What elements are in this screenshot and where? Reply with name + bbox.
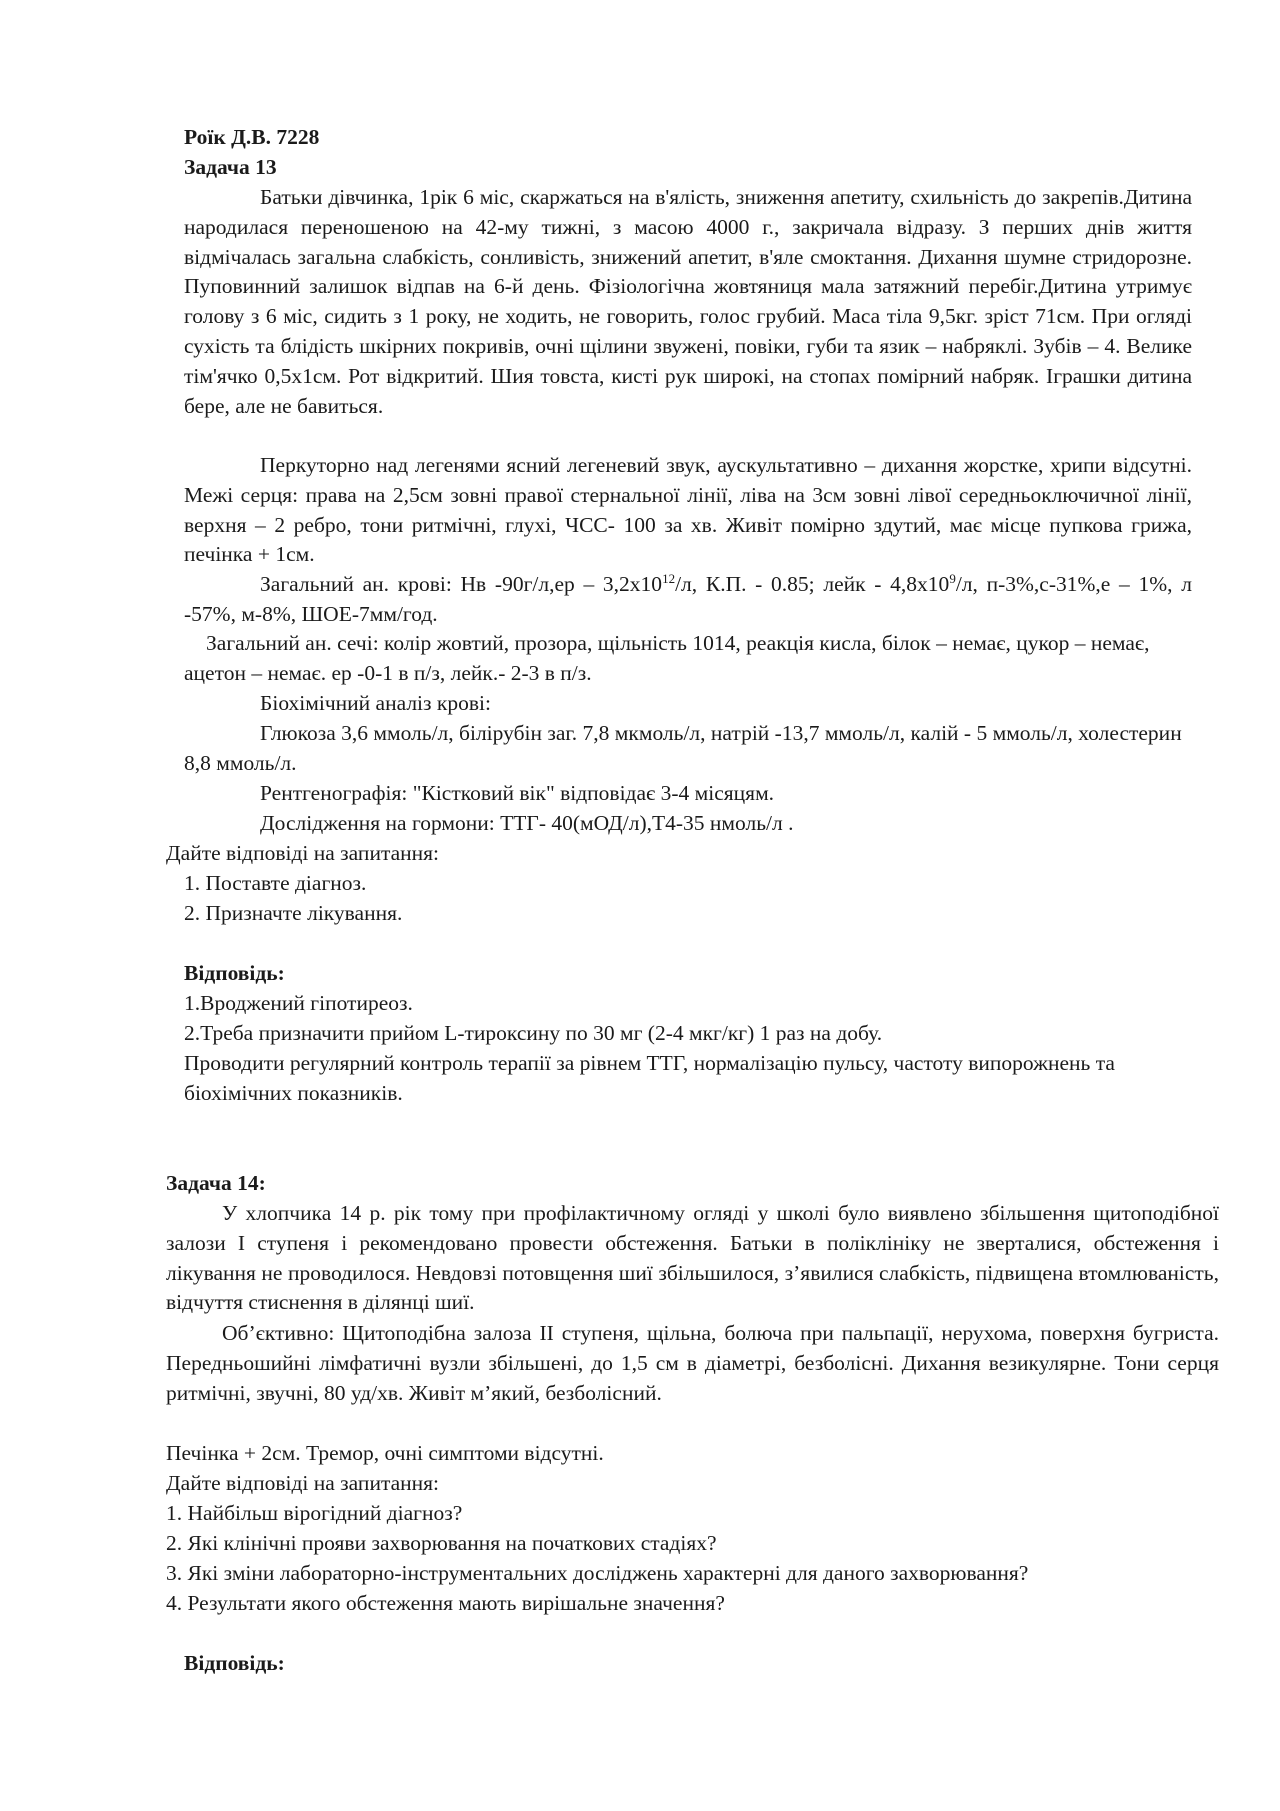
task14-answer-title: Відповідь: [184, 1651, 285, 1675]
task14-paragraph-2: Об’єктивно: Щитоподібна залоза ІІ ступеня, щільна, болюча при пальпації, нерухома, поверхня бугриста. Передньошийні лімфатичні вузли збільшені, до 1,5 см в діаметрі, безболісні. Дихання везикулярне. Тони серця ритмічні, звучні, 80 уд/хв. Живіт м’який, безболісний. [166, 1321, 1219, 1405]
task13-title: Задача 13 [184, 155, 277, 179]
task14-question-3: 3. Які зміни лабораторно-інструментальних досліджень характерні для даного захворювання? [166, 1561, 1029, 1585]
task13-xray: Рентгенографія: "Кістковий вік" відповідає 3-4 місяцям. [260, 781, 775, 805]
task14-question-1: 1. Найбільш вірогідний діагноз? [166, 1501, 463, 1525]
task14-paragraph-3: Печінка + 2см. Тремор, очні симптоми відсутні. [166, 1441, 604, 1465]
blood-text-a: Загальний ан. крові: Нв -90г/л,ер – 3,2х10 [260, 572, 663, 596]
blood-exponent-2: 9 [949, 571, 956, 586]
task13-answer-1: 1.Вроджений гіпотиреоз. [184, 991, 413, 1015]
task13-urine-analysis: Загальний ан. сечі: колір жовтий, прозора, щільність 1014, реакція кисла, білок – немає, цукор – немає, ацетон – немає. ер -0-1 в п/з, лейк.- 2-3 в п/з. [184, 631, 1150, 685]
task13-paragraph-2: Перкуторно над легенями ясний легеневий звук, аускультативно – дихання жорстке, хрипи відсутні. Межі серця: права на 2,5см зовні правої стернальної лінії, ліва на 3см зовні лівої середньоключичної лінії, верхня – 2 ребро, тони ритмічні, глухі, ЧСС- 100 за хв. Живіт помірно здутий, має місце пупкова грижа, печінка + 1см. [184, 453, 1192, 567]
task13-paragraph-1: Батьки дівчинка, 1рік 6 міс, скаржаться на в'ялість, зниження апетиту, схильність до закрепів.Дитина народилася переношеною на 42-му тижні, з масою 4000 г., закричала відразу. З перших днів життя відмічалась загальна слабкість, сонливість, знижений апетит, в'яле смоктання. Дихання шумне стридорозне. Пуповинний залишок відпав на 6-й день. Фізіологічна жовтяниця мала затяжний перебіг.Дитина утримує голову з 6 міс, сидить з 1 року, не ходить, не говорить, голос грубий. Маса тіла 9,5кг. зріст 71см. При огляді сухість та блідість шкірних покривів, очні щілини звужені, повіки, губи та язик – набряклі. Зубів – 4. Велике тім'ячко 0,5х1см. Рот відкритий. Шия товста, кисті рук широкі, на стопах помірний набряк. Іграшки дитина бере, але не бавиться. [184, 185, 1192, 418]
task14-paragraph-1: У хлопчика 14 р. рік тому при профілактичному огляді у школі було виявлено збільшення щитоподібної залози І ступеня і рекомендовано провести обстеження. Батьки в поліклініку не зверталися, обстеження і лікування не проводилося. Невдовзі потовщення шиї збільшилося, з’явилися слабкість, підвищена втомлюваність, відчуття стиснення в ділянці шиї. [166, 1201, 1219, 1315]
task13-blood-analysis [184, 570, 1192, 630]
author-line: Роїк Д.В. 7228 [184, 125, 320, 149]
blood-exponent-1: 12 [662, 571, 676, 586]
task14-question-2: 2. Які клінічні прояви захворювання на початкових стадіях? [166, 1531, 717, 1555]
task14-question-4: 4. Результати якого обстеження мають вирішальне значення? [166, 1591, 725, 1615]
task13-question-1: 1. Поставте діагноз. [184, 871, 367, 895]
task13-answer-title: Відповідь: [184, 961, 285, 985]
blood-text-b: /л, К.П. - 0.85; лейк - 4,8х10 [675, 572, 950, 596]
task13-question-2: 2. Призначте лікування. [184, 901, 403, 925]
task13-answer-2: 2.Треба призначити прийом L-тироксину по 30 мг (2-4 мкг/кг) 1 раз на добу. [184, 1021, 883, 1045]
task14-title: Задача 14: [166, 1171, 266, 1195]
blood-text-c: /л, п-3%,с-31%,е – 1%, л -57%, м-8%, ШОЕ-7мм/год. [184, 572, 1192, 626]
task13-prompt: Дайте відповіді на запитання: [166, 841, 440, 865]
task13-bio-title: Біохімічний аналіз крові: [260, 691, 491, 715]
task13-answer-3: Проводити регулярний контроль терапії за рівнем ТТГ, нормалізацію пульсу, частоту випорожнень та біохімічних показників. [184, 1051, 1115, 1105]
task13-hormones: Дослідження на гормони: ТТГ- 40(мОД/л),Т4-35 нмоль/л . [260, 811, 794, 835]
task14-prompt: Дайте відповіді на запитання: [166, 1471, 440, 1495]
task13-bio-analysis: Глюкоза 3,6 ммоль/л, білірубін заг. 7,8 мкмоль/л, натрій -13,7 ммоль/л, калій - 5 ммоль/л, холестерин 8,8 ммоль/л. [184, 721, 1182, 775]
